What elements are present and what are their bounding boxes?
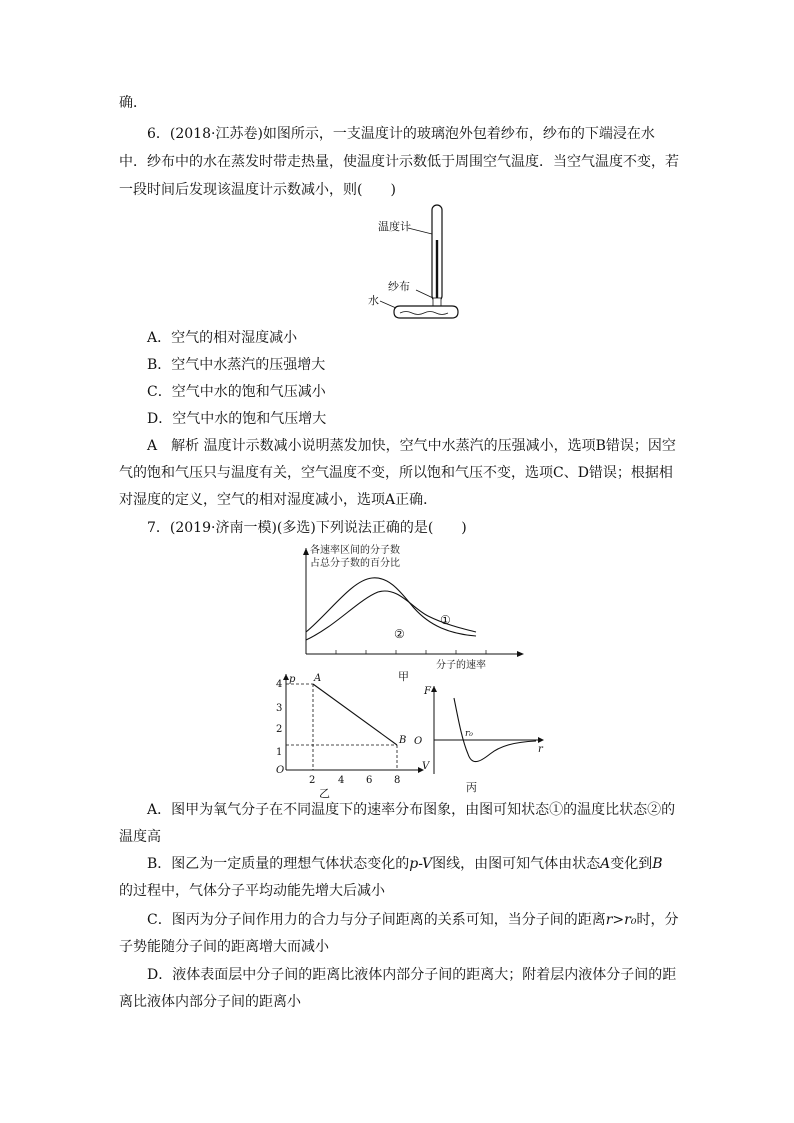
q7-option-b-line-1: B．图乙为一定质量的理想气体状态变化的p-V图线，由图可知气体由状态A变化到B: [147, 856, 663, 872]
yi-y-tick-4: 4: [276, 679, 283, 690]
explanation-tag: 解析: [171, 438, 200, 454]
yi-v-label: V: [422, 761, 430, 772]
q7-option-c-line-2: 子势能随分子间的距离增大而减小: [119, 939, 329, 955]
q7-option-a-line-2: 温度高: [119, 829, 161, 845]
yi-p-label: p: [289, 674, 296, 685]
q6-option-c: C．空气中水的饱和气压减小: [147, 384, 326, 400]
jia-ylabel-line-1: 各速率区间的分子数: [310, 545, 400, 556]
yi-origin: O: [276, 765, 285, 776]
q6-answer: A: [147, 438, 158, 454]
yi-y-tick-3: 3: [276, 703, 283, 714]
jia-curve-2: [306, 578, 476, 636]
yi-x-tick-8: 8: [394, 775, 401, 786]
q6-explanation-line-3: 对湿度的定义，空气的相对湿度减小，选项A正确．: [119, 492, 438, 508]
q6-explanation-line-2: 气的饱和气压只与温度有关，空气温度不变，所以饱和气压不变，选项C、D错误；根据相: [119, 465, 673, 481]
yi-x-tick-2: 2: [309, 775, 316, 786]
yi-ab-line: [313, 684, 397, 745]
q7-option-b-line-2: 的过程中，气体分子平均动能先增大后减小: [119, 883, 385, 899]
jia-xlabel: 分子的速率: [436, 660, 486, 671]
continuation-line: 确．: [119, 95, 147, 111]
q7-option-a-line-1: A．图甲为氧气分子在不同温度下的速率分布图象，由图可知状态①的温度比状态②的: [147, 802, 676, 818]
pv-term: p-V: [409, 856, 433, 872]
q6-option-b: B．空气中水蒸汽的压强增大: [147, 357, 326, 373]
jia-caption: 甲: [398, 670, 409, 682]
q7-stem-line: 7．(2019·济南一模)(多选)下列说法正确的是( ): [147, 520, 467, 536]
thermometer-label: 温度计: [378, 220, 411, 233]
yi-point-a: A: [314, 673, 322, 684]
q6-explanation-line-1: A 解析 温度计示数减小说明蒸发加快，空气中水蒸汽的压强减小，选项B错误；因空: [147, 438, 676, 454]
gauze-label: 纱布: [388, 280, 410, 293]
q6-stem-line-3: 一段时间后发现该温度计示数减小，则( ): [119, 182, 396, 198]
thermometer-figure: [360, 200, 480, 330]
q7-option-c-line-1: C．图丙为分子间作用力的合力与分子间距离的关系可知，当分子间的距离r>r₀时，分: [147, 912, 679, 928]
q6-stem-line-2: 中．纱布中的水在蒸发时带走热量，使温度计示数低于周围空气温度．当空气温度不变，若: [119, 154, 679, 170]
yi-y-tick-2: 2: [276, 724, 283, 735]
q6-stem-line-1: 6．(2018·江苏卷)如图所示，一支温度计的玻璃泡外包着纱布，纱布的下端浸在水: [147, 126, 655, 142]
bing-r-label: r: [538, 744, 543, 755]
yi-x-tick-4: 4: [338, 775, 345, 786]
q6-option-a: A．空气的相对湿度减小: [147, 330, 298, 346]
q6-option-d: D．空气中水的饱和气压增大: [147, 411, 327, 427]
jia-curve-1-label: ①: [440, 613, 451, 627]
yi-y-tick-1: 1: [276, 747, 283, 758]
yi-x-tick-6: 6: [366, 775, 373, 786]
bing-origin: O: [414, 736, 423, 747]
bing-r0-label: r₀: [465, 729, 473, 739]
yi-point-b: B: [399, 735, 407, 746]
bing-f-label: F: [424, 686, 431, 697]
force-distance-figure: [410, 682, 560, 800]
bing-caption: 丙: [466, 781, 477, 794]
water-label: 水: [368, 294, 379, 307]
q7-option-d-line-2: 离比液体内部分子间的距离小: [119, 994, 301, 1010]
pv-figure: [270, 670, 430, 800]
speed-distribution-figure: [290, 542, 530, 682]
q7-option-d-line-1: D．液体表面层中分子间的距离比液体内部分子间的距离大；附着层内液体分子间的距: [147, 967, 677, 983]
jia-curve-2-label: ②: [394, 627, 405, 641]
yi-caption: 乙: [319, 787, 330, 800]
jia-ylabel-line-2: 占总分子数的百分比: [310, 558, 400, 569]
